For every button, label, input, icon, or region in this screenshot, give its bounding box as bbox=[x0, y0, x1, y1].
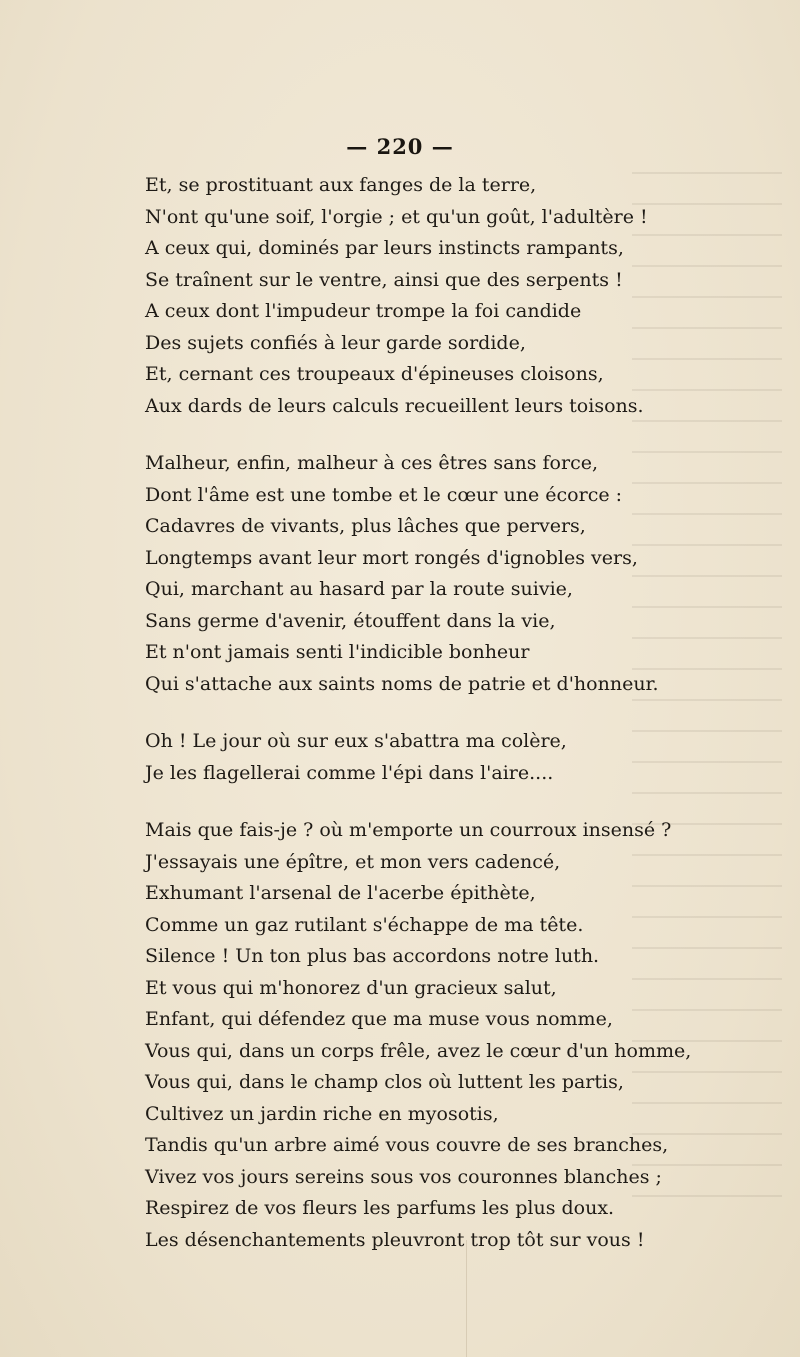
verse-line: Silence ! Un ton plus bas accordons notre luth. bbox=[145, 945, 600, 967]
verse-line: Vous qui, dans un corps frêle, avez le cœur d'un homme, bbox=[145, 1039, 692, 1062]
verse-line: Cadavres de vivants, plus lâches que pervers, bbox=[145, 515, 586, 537]
verse-line: Se traînent sur le ventre, ainsi que des serpents ! bbox=[145, 268, 623, 291]
stanza-2 bbox=[145, 448, 665, 700]
verse-line: Des sujets confiés à leur garde sordide, bbox=[145, 331, 526, 354]
verse-line: Dont l'âme est une tombe et le cœur une écorce : bbox=[145, 483, 623, 506]
verse-line: Et, se prostituant aux fanges de la terre, bbox=[145, 174, 537, 196]
verse-line: Vivez vos jours sereins sous vos couronnes blanches ; bbox=[145, 1165, 662, 1188]
verse-line: Oh ! Le jour où sur eux s'abattra ma colère, bbox=[145, 730, 567, 752]
verse-line: Aux dards de leurs calculs recueillent leurs toisons. bbox=[145, 394, 644, 417]
verse-line: Exhumant l'arsenal de l'acerbe épithète, bbox=[145, 882, 536, 904]
verse-line: Malheur, enfin, malheur à ces êtres sans force, bbox=[145, 452, 599, 474]
verse-line: Comme un gaz rutilant s'échappe de ma tête. bbox=[145, 913, 584, 936]
verse-line: Tandis qu'un arbre aimé vous couvre de ses branches, bbox=[145, 1134, 669, 1156]
verse-line: N'ont qu'une soif, l'orgie ; et qu'un goût, l'adultère ! bbox=[145, 205, 648, 228]
stanza-1 bbox=[145, 170, 665, 422]
verse-line: Et n'ont jamais senti l'indicible bonheur bbox=[145, 641, 530, 663]
verse-line: A ceux qui, dominés par leurs instincts rampants, bbox=[145, 237, 624, 259]
verse-line: Mais que fais-je ? où m'emporte un courroux insensé ? bbox=[145, 819, 672, 841]
stanza-4 bbox=[145, 815, 692, 1256]
verse-line: J'essayais une épître, et mon vers cadencé, bbox=[145, 850, 561, 873]
verse-line: Sans germe d'avenir, étouffent dans la vie, bbox=[145, 609, 556, 632]
page-number: — 220 — bbox=[346, 134, 454, 159]
verse-line: Je les flagellerai comme l'épi dans l'aire.... bbox=[145, 761, 554, 784]
verse-line: Et, cernant ces troupeaux d'épineuses cloisons, bbox=[145, 363, 604, 385]
verse-line: Vous qui, dans le champ clos où luttent les partis, bbox=[145, 1071, 624, 1093]
stanza-3 bbox=[145, 726, 665, 789]
verse-line: Les désenchantements pleuvront trop tôt sur vous ! bbox=[145, 1228, 645, 1251]
verse-line: Respirez de vos fleurs les parfums les plus doux. bbox=[145, 1197, 615, 1219]
verse-line: Et vous qui m'honorez d'un gracieux salut, bbox=[145, 976, 557, 999]
verse-line: Qui s'attache aux saints noms de patrie et d'honneur. bbox=[145, 672, 659, 695]
verse-line: Enfant, qui défendez que ma muse vous nomme, bbox=[145, 1008, 613, 1030]
verse-line: Cultivez un jardin riche en myosotis, bbox=[145, 1102, 499, 1125]
verse-line: Qui, marchant au hasard par la route suivie, bbox=[145, 578, 573, 600]
poem-body bbox=[145, 170, 692, 1282]
verse-line: Longtemps avant leur mort rongés d'ignobles vers, bbox=[145, 546, 638, 569]
verse-line: A ceux dont l'impudeur trompe la foi candide bbox=[145, 300, 582, 322]
